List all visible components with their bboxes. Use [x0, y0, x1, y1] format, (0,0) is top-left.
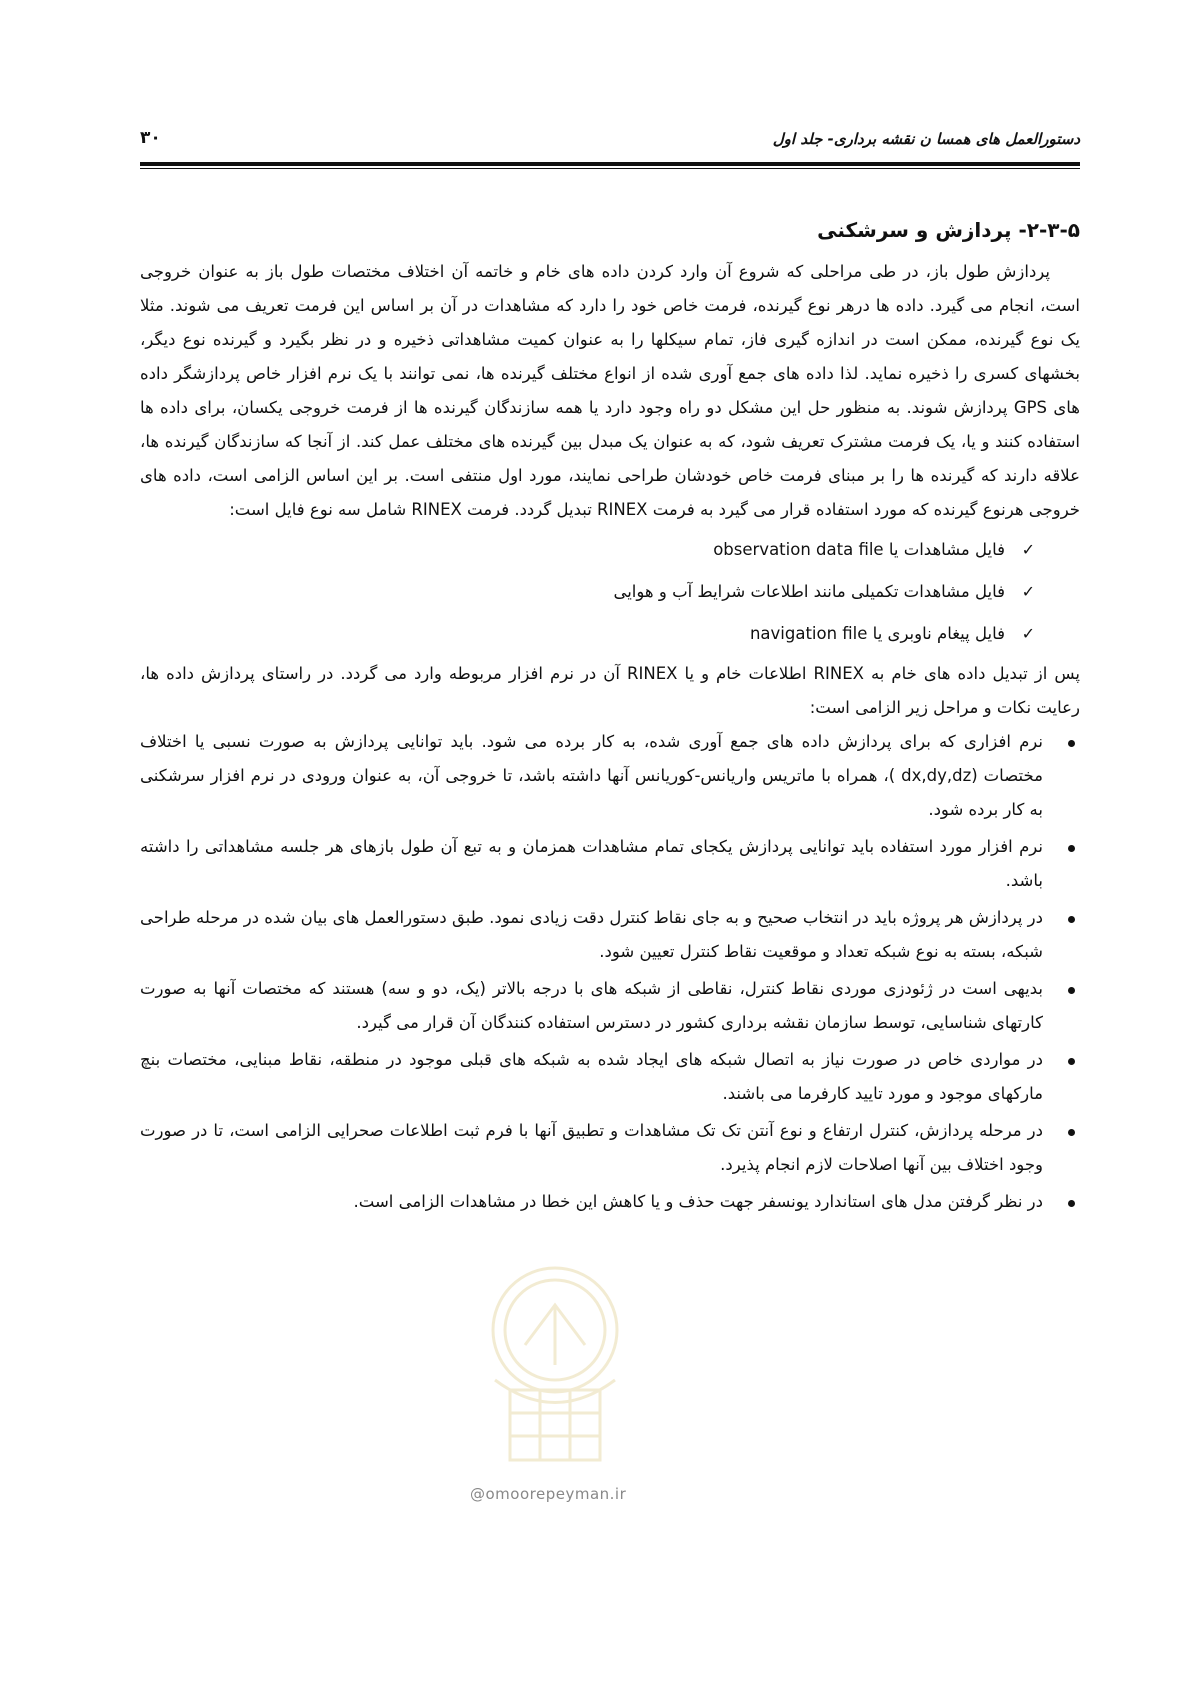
- header-rule-thin: [140, 168, 1080, 169]
- list-item-text: فایل مشاهدات یا observation data file: [713, 540, 1005, 559]
- list-item-text: فایل مشاهدات تکمیلی مانند اطلاعات شرایط آب و هوایی: [613, 582, 1005, 601]
- check-icon: ✓: [1021, 624, 1035, 643]
- list-item: [140, 830, 1080, 898]
- bullet-icon: [1068, 916, 1075, 923]
- bullet-icon: [1068, 1200, 1075, 1207]
- list-item-text: در پردازش هر پروژه باید در انتخاب صحیح و به جای نقاط کنترل دقت زیادی نمود. طبق دستورالعمل های بیان شده در مرحله طراحی شبکه، بسته به نوع شبکه تعداد و موقعیت نقاط کنترل تعیین شود.: [140, 908, 1043, 961]
- list-item-text: نرم افزاری که برای پردازش داده های جمع آوری شده، به کار برده می شود. باید توانایی پردازش به صورت نسبی یا اختلاف مختصات (dx,dy,dz )، همراه با ماتریس واریانس-کوریانس آنها داشته باشد، تا خروجی آن، به عنوان ورودی در نرم افزار سرشکنی به کار برده شود.: [140, 732, 1043, 819]
- watermark-site: @omoorepeyman.ir: [470, 1485, 627, 1503]
- list-item: [140, 725, 1080, 827]
- list-item-text: بدیهی است در ژئودزی موردی نقاط کنترل، نقاطی از شبکه های با درجه بالاتر (یک، دو و سه) هستند که مختصات آنها به صورت کارتهای شناسایی، توسط سازمان نقشه برداری کشور در دسترس استفاده کنندگان آن قرار می گیرد.: [140, 979, 1043, 1032]
- intro-paragraph: پردازش طول باز، در طی مراحلی که شروع آن وارد کردن داده های خام و خاتمه آن اختلاف مختصات طول باز به عنوان خروجی است، انجام می گیرد. داده ها درهر نوع گیرنده، فرمت خاص خود را دارد که مشاهدات در آن بر اساس این فرمت تعریف می شوند. مثلا یک نوع گیرنده، ممکن است در اندازه گیری فاز، تمام سیکلها را به عنوان کمیت مشاهداتی ذخیره و در نظر بگیرد و گیرنده نوع دیگر، بخشهای کسری را ذخیره نماید. لذا داده های جمع آوری شده از انواع مختلف گیرنده ها، نمی توانند با یک نرم افزار خاص پردازشگر داده های GPS پردازش شوند. به منظور حل این مشکل دو راه وجود دارد یا همه سازندگان گیرنده ها از فرمت خروجی یکسان، برای داده ها استفاده کنند و یا، یک فرمت مشترک تعریف شود، که به عنوان یک مبدل بین گیرنده های مختلف عمل کند. از آنجا که سازندگان گیرنده ها، علاقه دارند که گیرنده ها را بر مبنای فرمت خاص خودشان طراحی نمایند، مورد اول منتفی است. بر این اساس الزامی است، داده های خروجی هرنوع گیرنده که مورد استفاده قرار می گیرد به فرمت RINEX تبدیل گردد. فرمت RINEX شامل سه نوع فایل است:: [140, 262, 1081, 519]
- list-item: [140, 529, 1035, 571]
- list-item: [140, 972, 1080, 1040]
- bullet-icon: [1068, 845, 1075, 852]
- header-rule-thick: [140, 162, 1080, 166]
- list-item: [140, 613, 1035, 655]
- page-header: [140, 128, 1080, 158]
- list-item: [140, 1043, 1080, 1111]
- main-content: [140, 215, 1080, 1222]
- bullet-icon: [1068, 987, 1075, 994]
- list-item-text: نرم افزار مورد استفاده باید توانایی پردازش یکجای تمام مشاهدات همزمان و به تبع آن طول بازهای هر جلسه مشاهداتی را داشته باشد.: [140, 837, 1043, 890]
- list-item-text: فایل پیغام ناوبری یا navigation file: [749, 624, 1005, 643]
- section-heading: ۲-۳-۵- پردازش و سرشکنی: [817, 218, 1080, 242]
- check-icon: ✓: [1021, 540, 1035, 559]
- list-item-text: در نظر گرفتن مدل های استاندارد یونسفر جهت حذف و یا کاهش این خطا در مشاهدات الزامی است.: [353, 1192, 1043, 1211]
- list-item-text: در مواردی خاص در صورت نیاز به اتصال شبکه های ایجاد شده به شبکه های قبلی موجود در منطقه، نقاط مبنایی، مختصات بنچ مارکهای موجود و مورد تایید کارفرما می باشند.: [140, 1050, 1043, 1103]
- bullet-icon: [1068, 1058, 1075, 1065]
- watermark-logo-icon: [455, 1250, 655, 1480]
- check-icon: ✓: [1021, 582, 1035, 601]
- file-type-list: [140, 529, 1080, 655]
- list-item: [140, 901, 1080, 969]
- bullet-icon: [1068, 1129, 1075, 1136]
- conversion-paragraph: پس از تبدیل داده های خام به RINEX اطلاعات خام و یا RINEX آن در نرم افزار مربوطه وارد می گردد. در راستای پردازش داده ها، رعایت نکات و مراحل زیر الزامی است:: [140, 664, 1080, 717]
- page-number: ۳۰: [140, 128, 161, 148]
- running-title: دستورالعمل های همسا ن نقشه برداری- جلد اول: [772, 130, 1080, 148]
- list-item: [140, 1114, 1080, 1182]
- bullet-icon: [1068, 740, 1075, 747]
- list-item: [140, 571, 1035, 613]
- list-item-text: در مرحله پردازش، کنترل ارتفاع و نوع آنتن تک تک مشاهدات و تطبیق آنها با فرم ثبت اطلاعات صحرایی الزامی است، تا در صورت وجود اختلاف بین آنها اصلاحات لازم انجام پذیرد.: [140, 1121, 1043, 1174]
- list-item: [140, 1185, 1080, 1219]
- requirements-list: [140, 725, 1080, 1219]
